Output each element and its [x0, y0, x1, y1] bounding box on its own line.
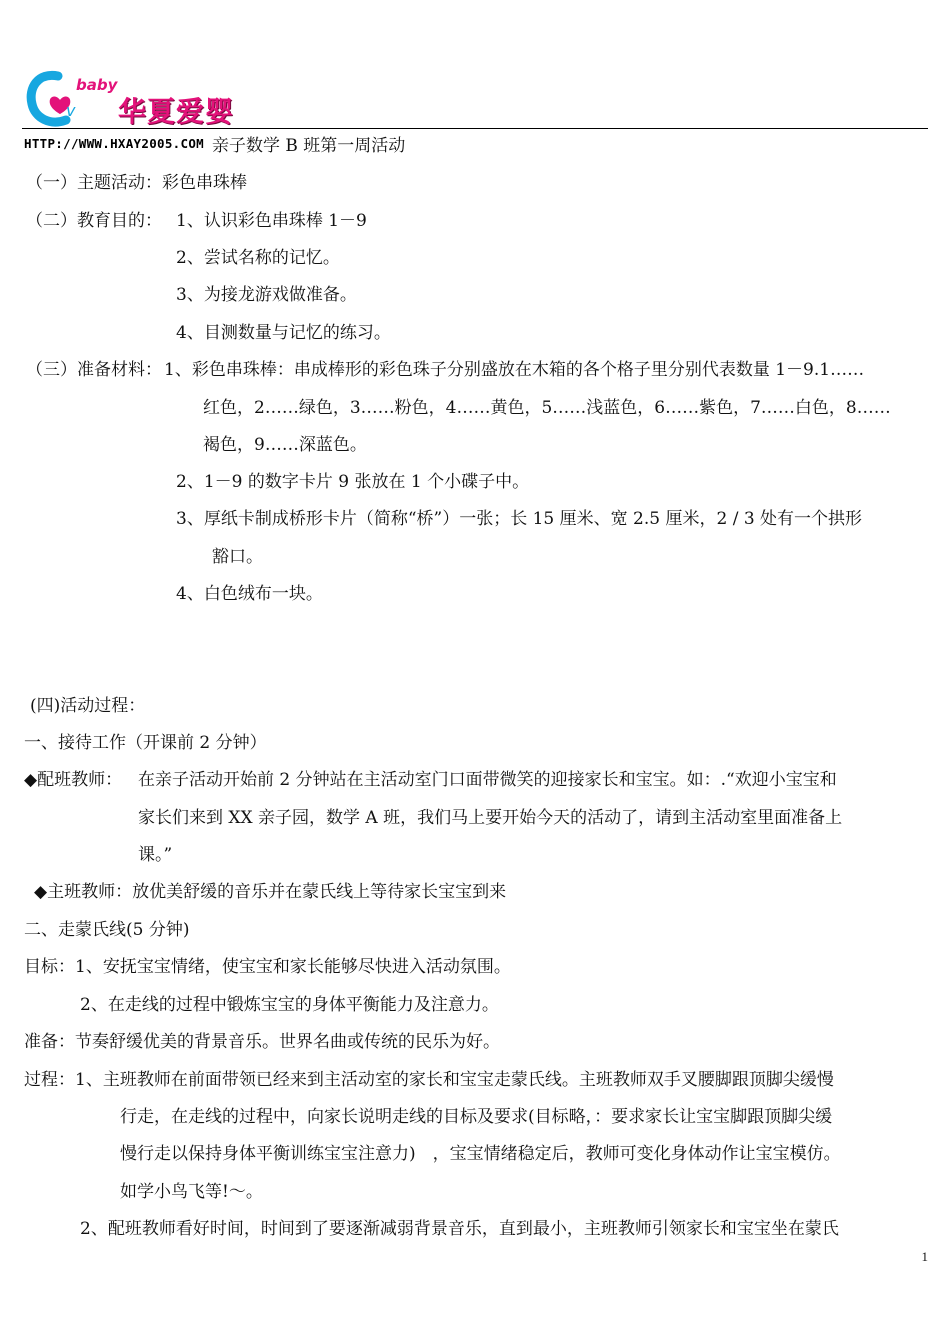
- process-line-1: 过程：1、主班教师在前面带领已经来到主活动室的家长和宝宝走蒙氏线。主班教师双手叉腰脚跟顶脚尖缓慢: [24, 1070, 834, 1090]
- baby-love-logo-icon: [24, 66, 84, 132]
- step-2-title: 二、走蒙氏线(5 分钟): [24, 920, 190, 940]
- brand-logo: [22, 66, 262, 151]
- material-item-1-cont: 红色，2……绿色，3……粉色，4……黄色，5……浅蓝色，6……紫色，7……白色，8……: [203, 398, 891, 418]
- material-item-4: 4、白色绒布一块。: [176, 584, 323, 604]
- assistant-teacher-label: ◆配班教师：: [24, 770, 123, 790]
- logo-baby-text: baby: [76, 76, 118, 94]
- logo-url: HTTP://WWW.HXAY2005.COM: [24, 136, 204, 151]
- header-rule: [22, 128, 928, 129]
- assistant-teacher-text: 课。”: [138, 845, 173, 865]
- section-goals-label: （二）教育目的：: [26, 211, 162, 231]
- section-materials-label: （三）准备材料：: [26, 360, 162, 380]
- section-theme: （一）主题活动：彩色串珠棒: [26, 173, 247, 193]
- material-item-3: 3、厚纸卡制成桥形卡片（简称“桥”）一张；长 15 厘米、宽 2.5 厘米，2 / 3 处有一个拱形: [176, 509, 863, 529]
- step-1-title: 一、接待工作（开课前 2 分钟）: [24, 733, 267, 753]
- logo-brand-name: 华夏爱婴: [118, 95, 235, 128]
- assistant-teacher-text: 家长们来到 XX 亲子园，数学 A 班，我们马上要开始今天的活动了，请到主活动室里面准备上: [138, 808, 843, 828]
- process-line-1-cont: 如学小鸟飞等!～。: [120, 1182, 263, 1202]
- preparation-line: 准备：节奏舒缓优美的背景音乐。世界名曲或传统的民乐为好。: [24, 1032, 500, 1052]
- svg-text:v: v: [66, 101, 76, 120]
- material-item-1: 1、彩色串珠棒：串成棒形的彩色珠子分别盛放在木箱的各个格子里分别代表数量 1－9.1……: [164, 360, 865, 380]
- section-process-label: (四)活动过程：: [30, 696, 146, 716]
- goal-item-4: 4、目测数量与记忆的练习。: [176, 323, 391, 343]
- goal-item-1: 1、认识彩色串珠棒 1－9: [176, 211, 367, 231]
- lead-teacher-text: ◆主班教师：放优美舒缓的音乐并在蒙氏线上等待家长宝宝到来: [34, 882, 507, 902]
- goal-item-3: 3、为接龙游戏做准备。: [176, 285, 357, 305]
- process-line-2: 2、配班教师看好时间，时间到了要逐渐减弱背景音乐，直到最小，主班教师引领家长和宝宝坐在蒙氏: [80, 1219, 839, 1239]
- process-line-1-cont: 慢行走以保持身体平衡训练宝宝注意力) ，宝宝情绪稳定后，教师可变化身体动作让宝宝模仿。: [120, 1144, 841, 1164]
- material-item-3-cont: 豁口。: [212, 547, 263, 567]
- document-title: 亲子数学 B 班第一周活动: [212, 136, 406, 156]
- material-item-1-cont: 褐色，9……深蓝色。: [203, 435, 367, 455]
- goal-line-2: 2、在走线的过程中锻炼宝宝的身体平衡能力及注意力。: [80, 995, 499, 1015]
- material-item-2: 2、1－9 的数字卡片 9 张放在 1 个小碟子中。: [176, 472, 530, 492]
- assistant-teacher-text: 在亲子活动开始前 2 分钟站在主活动室门口面带微笑的迎接家长和宝宝。如：.“欢迎小宝宝和: [138, 770, 837, 790]
- process-line-1-cont: 行走，在走线的过程中，向家长说明走线的目标及要求(目标略，：要求家长让宝宝脚跟顶脚尖缓: [120, 1107, 833, 1127]
- goal-line-1: 目标：1、安抚宝宝情绪，使宝宝和家长能够尽快进入活动氛围。: [24, 957, 511, 977]
- goal-item-2: 2、尝试名称的记忆。: [176, 248, 340, 268]
- page-number: 1: [921, 1249, 928, 1264]
